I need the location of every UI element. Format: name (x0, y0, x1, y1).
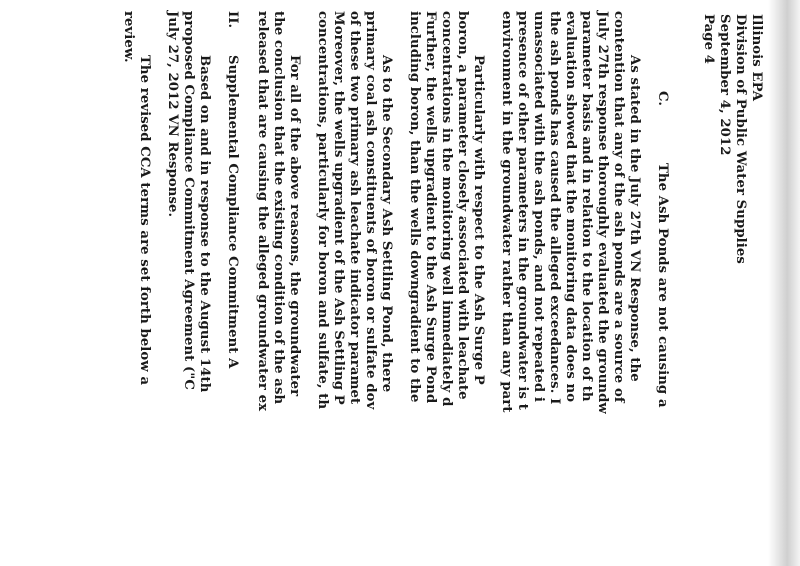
para3-line: primary coal ash constituents of boron or sulfate dov (363, 11, 378, 410)
para3-line: concentrations, particularly for boron and sulfate, th (315, 11, 330, 410)
para1-line: July 27th response thoroughly evaluated the groundw (595, 11, 610, 414)
header-page: Page 4 (701, 14, 716, 65)
section-ii-line: proposed Compliance Commitment Agreement ("C (181, 11, 196, 390)
section-ii-line: July 27, 2012 VN Response. (165, 11, 180, 218)
para4-line: the conclusion that the existing condition of the ash (271, 11, 286, 405)
section-c-label: C. (655, 91, 670, 107)
revised-terms-line: The revised CCA terms are set forth below a (137, 55, 152, 386)
para1-line: As stated in the July 27th VN Response, the (627, 55, 642, 382)
para4-line: For all of the above reasons, the groundwater (287, 55, 302, 397)
para1-line: presence of other parameters in the groundwater is t (515, 11, 530, 410)
section-ii-line: Based on and in response to the August 14th (197, 55, 212, 393)
para2-line: including boron, than the wells downgradient to the (407, 11, 422, 403)
para2-line: boron, a parameter closely associated with leachate (455, 11, 470, 400)
rotated-document (86, 11, 766, 556)
para1-line: parameter basis and in relation to the location of th (579, 11, 594, 402)
revised-terms-line: review. (121, 11, 136, 63)
para1-line: evaluation showed that the monitoring data does no (563, 11, 578, 403)
header-date: September 4, 2012 (717, 14, 732, 156)
section-ii-heading: Supplemental Compliance Commitment A (225, 55, 240, 369)
para4-line: released that are causing the alleged groundwater ex (255, 11, 270, 412)
para1-line: unassociated with the ash ponds, and not repeated i (531, 11, 546, 403)
header-agency: Illinois EPA (749, 14, 764, 102)
para3-line: Moreover, the wells upgradient of the Ash Settling P (331, 11, 346, 405)
document-page (86, 11, 766, 556)
header-division: Division of Public Water Supplies (733, 14, 748, 264)
para2-line: Particularly with respect to the Ash Surge P (471, 55, 486, 385)
para3-line: As to the Secondary Ash Settling Pond, there (379, 55, 394, 393)
para2-line: Further, the wells upgradient to the Ash Surge Pond (423, 11, 438, 404)
para3-line: of these two primary ash leachate indicator paramet (347, 11, 362, 405)
section-ii-label: II. (225, 11, 240, 29)
para1-line: contention that any of the ash ponds are a source of (611, 11, 626, 403)
section-c-heading: The Ash Ponds are not causing a (655, 163, 670, 408)
scan-edge-shadow (768, 0, 800, 566)
para1-line: the ash ponds has caused the alleged exceedances. I (547, 11, 562, 405)
para2-line: concentrations in the monitoring well immediately d (439, 11, 454, 407)
para1-line: environment in the groundwater rather than any part (499, 11, 514, 413)
